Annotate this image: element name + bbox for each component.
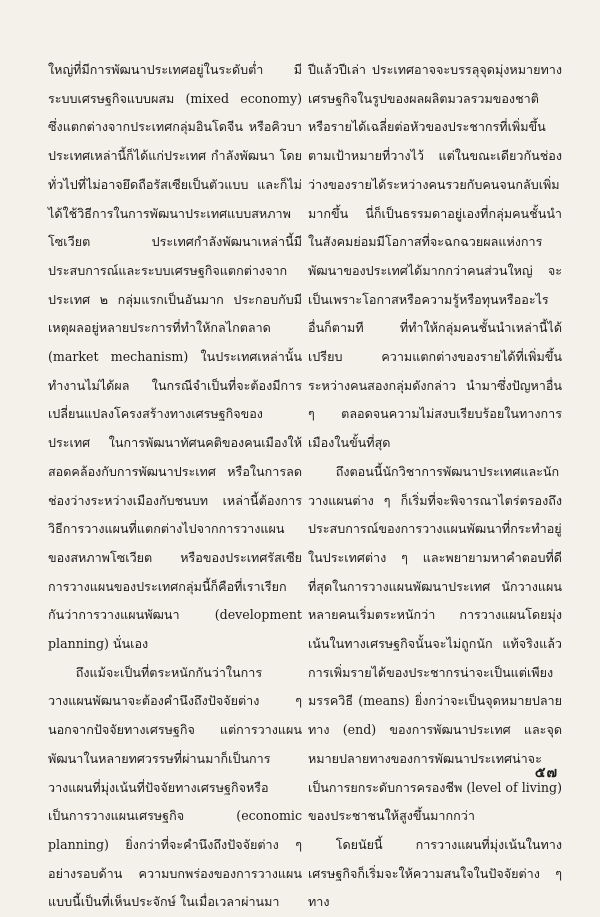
text-columns [48,56,562,917]
right-column [308,56,562,917]
right-paragraph-1: ปีแล้วปีเล่า ประเทศอาจจะบรรลุจุดมุ่งหมายทางเศรษฐกิจในรูปของผลผลิตมวลรวมของชาติ หรือรายได้เฉลี่ยต่อหัวของประชากรที่เพิ่มขึ้นตามเป้าหมายที่วางไว้ แต่ในขณะเดียวกันช่องว่างของรายได้ระหว่างคนรวยกับคนจนกลับเพิ่มมากขึ้น นี่ก็เป็นธรรมดาอยู่เองที่กลุ่มคนชั้นนำในสังคมย่อมมีโอกาสที่จะฉกฉวยผลแห่งการพัฒนาของประเทศได้มากกว่าคนส่วนใหญ่ จะเป็นเพราะโอกาสหรือความรู้หรือทุนหรืออะไรอื่นก็ตามที ที่ทำให้กลุ่มคนชั้นนำเหล่านี้ได้เปรียบ ความแตกต่างของรายได้ที่เพิ่มขึ้นระหว่างคนสองกลุ่มดังกล่าว นำมาซึ่งปัญหาอื่น ๆ ตลอดจนความไม่สงบเรียบร้อยในทางการเมืองในขั้นที่สุด [308,62,562,451]
left-paragraph-2: ถึงแม้จะเป็นที่ตระหนักกันว่าในการวางแผนพัฒนาจะต้องคำนึงถึงปัจจัยต่าง ๆ นอกจากปัจจัยทางเศรษฐกิจ แต่การวางแผนพัฒนาในหลายทศวรรษที่ผ่านมาก็เป็นการวางแผนที่มุ่งเน้นที่ปัจจัยทางเศรษฐกิจหรือเป็นการวางแผนเศรษฐกิจ (economic planning) ยิ่งกว่าที่จะคำนึงถึงปัจจัยต่าง ๆ อย่างรอบด้าน ความบกพร่องของการวางแผนแบบนี้เป็นที่เห็นประจักษ์ ในเมื่อเวลาผ่านมา [48,664,302,910]
page-number: ๕๗ [534,765,558,781]
left-paragraph-1: ใหญ่ที่มีการพัฒนาประเทศอยู่ในระดับต่ำ มีระบบเศรษฐกิจแบบผสม (mixed economy) ซึ่งแตกต่างจากประเทศกลุ่มอินโดจีน หรือคิวบา ประเทศเหล่านี้ก็ได้แก่ประเทศ กำลังพัฒนา โดยทั่วไปที่ไม่อาจยึดถือรัสเซียเป็นตัวแบบ และก็ไม่ได้ใช้วิธีการในการพัฒนาประเทศแบบสหภาพโซเวียต ประเทศกำลังพัฒนาเหล่านี้มีประสบการณ์และระบบเศรษฐกิจแตกต่างจากประเทศ ๒ กลุ่มแรกเป็นอันมาก ประกอบกับมีเหตุผลอยู่หลายประการที่ทำให้กลไกตลาด (market mechanism) ในประเทศเหล่านั้นทำงานไม่ได้ผล ในกรณีจำเป็นที่จะต้องมีการเปลี่ยนแปลงโครงสร้างทางเศรษฐกิจของประเทศ ในการพัฒนาทัศนคติของคนเมืองให้สอดคล้องกับการพัฒนาประเทศ หรือในการลดช่องว่างระหว่างเมืองกับชนบท เหล่านี้ต้องการวิธีการวางแผนที่แตกต่างไปจากการวางแผนของสหภาพโซเวียต หรือของประเทศรัสเซีย การวางแผนของประเทศกลุ่มนี้ก็คือที่เราเรียกกันว่าการวางแผนพัฒนา (development planning) นั่นเอง [48,62,302,652]
right-paragraph-2: ถึงตอนนี้นักวิชาการพัฒนาประเทศและนักวางแผนต่าง ๆ ก็เริ่มที่จะพิจารณาไตร่ตรองถึงประสบการณ์ของการวางแผนพัฒนาที่กระทำอยู่ในประเทศต่าง ๆ และพยายามหาคำตอบที่ดีที่สุดในการวางแผนพัฒนาประเทศ นักวางแผนหลายคนเริ่มตระหนักว่า การวางแผนโดยมุ่งเน้นในทางเศรษฐกิจนั้นจะไม่ถูกนัก แท้จริงแล้วการเพิ่มรายได้ของประชากรน่าจะเป็นแต่เพียงมรรควิธี (means) ยิ่งกว่าจะเป็นจุดหมายปลายทาง (end) ของการพัฒนาประเทศ และจุดหมายปลายทางของการพัฒนาประเทศน่าจะเป็นการยกระดับการครองชีพ (level of living) ของประชาชนให้สูงขึ้นมากกว่า [308,463,562,824]
left-column [48,56,302,917]
right-paragraph-3: โดยนัยนี้ การวางแผนที่มุ่งเน้นในทางเศรษฐกิจก็เริ่มจะให้ความสนใจในปัจจัยต่าง ๆ ทาง [308,836,562,910]
